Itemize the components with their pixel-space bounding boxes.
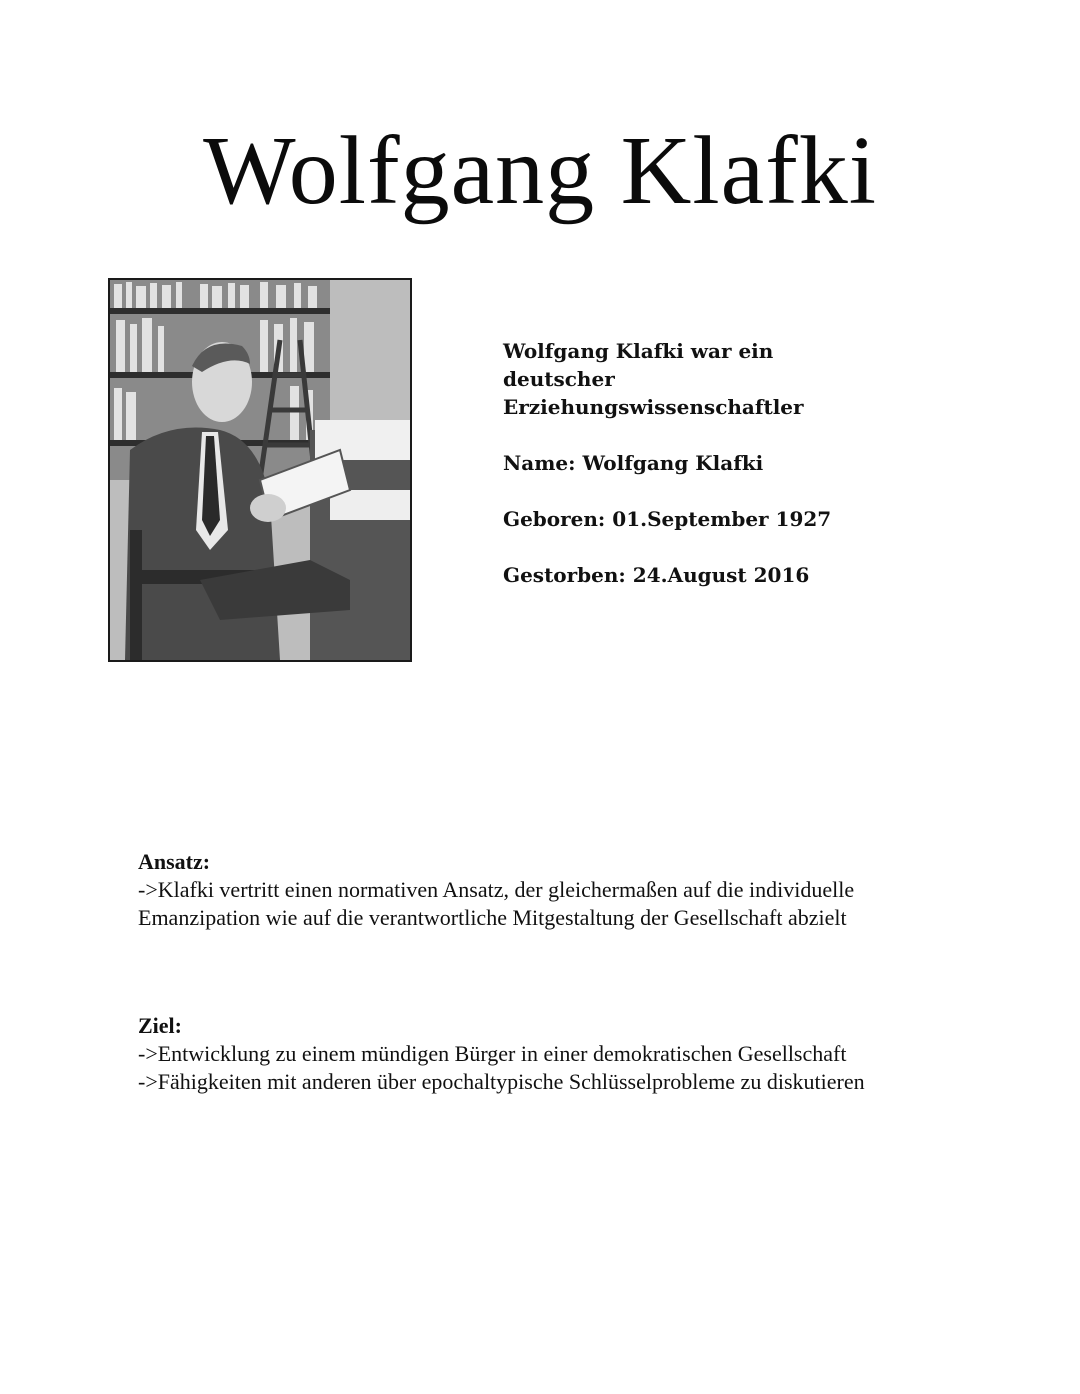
bio-intro <box>503 337 883 421</box>
ansatz-line: Emanzipation wie auf die verantwortliche Mitgestaltung der Gesellschaft abzielt <box>138 905 847 930</box>
portrait-illustration <box>110 280 410 660</box>
ansatz-heading: Ansatz: <box>138 849 211 874</box>
bio-intro-line: Erziehungswissenschaftler <box>503 395 804 419</box>
bio-born: Geboren: 01.September 1927 <box>503 507 832 531</box>
ziel-heading: Ziel: <box>138 1013 182 1038</box>
bio-died: Gestorben: 24.August 2016 <box>503 563 810 587</box>
ansatz-section <box>138 848 1018 932</box>
bio-intro-line: Wolfgang Klafki war ein <box>503 339 774 363</box>
page-title: Wolfgang Klafki <box>203 116 877 225</box>
bio-block <box>503 337 883 617</box>
bio-name: Name: Wolfgang Klafki <box>503 451 764 475</box>
ziel-line: ->Fähigkeiten mit anderen über epochaltypische Schlüsselprobleme zu diskutieren <box>138 1069 865 1094</box>
ziel-section <box>138 1012 1018 1096</box>
ziel-line: ->Entwicklung zu einem mündigen Bürger in einer demokratischen Gesellschaft <box>138 1041 847 1066</box>
bio-intro-line: deutscher <box>503 367 615 391</box>
portrait-photo <box>108 278 412 662</box>
ansatz-line: ->Klafki vertritt einen normativen Ansatz, der gleichermaßen auf die individuelle <box>138 877 855 902</box>
